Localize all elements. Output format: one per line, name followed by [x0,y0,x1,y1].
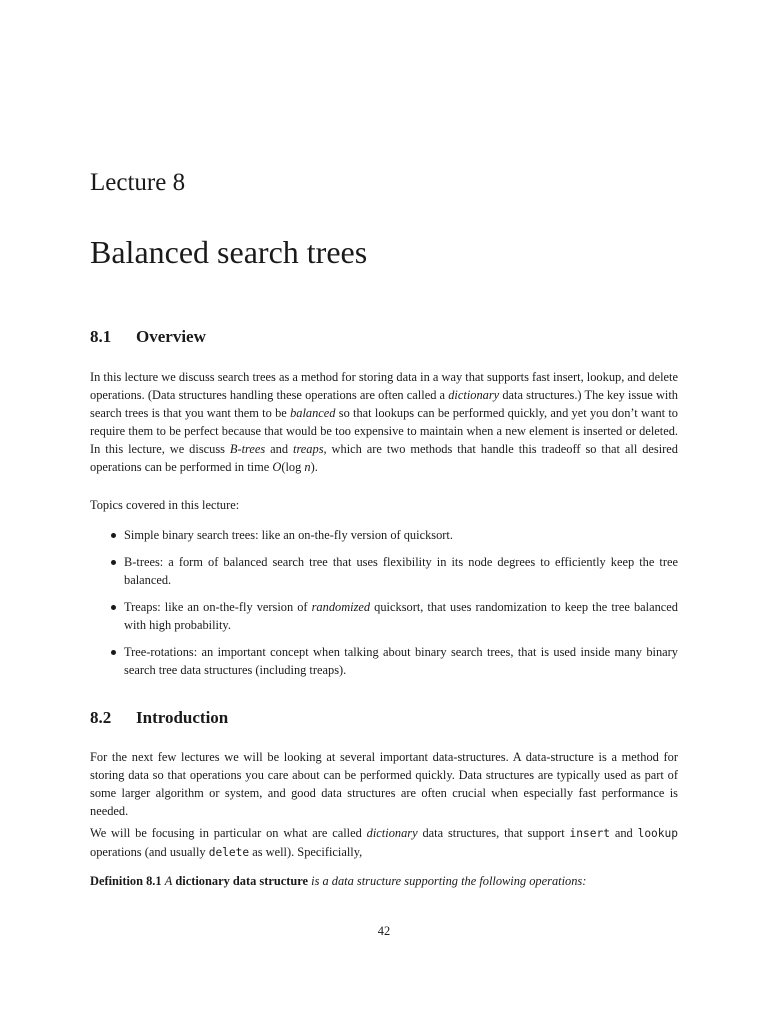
text-run: operations (and usually [90,845,209,859]
list-item [90,643,678,679]
code-lookup: lookup [637,827,678,840]
section-title: Overview [136,327,206,346]
section-number: 8.2 [90,708,112,727]
text-run: and [609,826,638,840]
text-run: , which are two methods that handle this tradeoff so that all desired operations can be performed in time [90,442,678,474]
list-item-text: quicksort, that uses randomization to keep the tree balanced with high probability. [124,600,678,632]
list-item [90,553,678,589]
section-title: Introduction [136,708,229,727]
emphasis-b-trees: B-trees [229,442,266,456]
introduction-paragraph: For the next few lectures we will be looking at several important data-structures. A data-structure is a method for storing data so that operations you care about can be performed quickly. Data structures are typically used as part of some larger algorithm or system, and good data structures are often crucial when especially fast performance is needed. [90,750,678,818]
document-page [90,0,678,1024]
emphasis-treaps: treaps [293,442,324,456]
list-item-text: B-trees: a form of balanced search tree that uses flexibility in its node degrees to efficiently keep the tree balanced. [124,555,678,587]
text-run: data structures.) The key issue with search trees is that you want them to be [90,388,678,420]
math-log: (log [281,460,305,474]
definition-text: is a data structure supporting the following operations: [311,874,587,888]
definition-block [90,872,678,890]
lecture-title: Balanced search trees [90,234,368,270]
list-item-text: Tree-rotations: an important concept when talking about binary search trees, that is used inside many binary search tree data structures (including treaps). [124,645,678,677]
definition-label: Definition 8.1 [90,874,162,888]
code-insert: insert [569,827,610,840]
section-heading-introduction [90,707,228,729]
section-heading-overview [90,326,206,348]
bullet-icon [111,560,116,565]
lecture-label: Lecture 8 [90,169,186,196]
text-run: We will be focusing in particular on what are called [90,826,367,840]
definition-term: dictionary data structure [175,874,309,888]
bullet-icon [111,533,116,538]
overview-paragraph [90,368,678,476]
topics-intro: Topics covered in this lecture: [90,498,240,512]
emphasis-balanced: balanced [290,406,336,420]
code-delete: delete [208,846,250,859]
emphasis-dictionary: dictionary [448,388,500,402]
emphasis-dictionary: dictionary [366,826,418,840]
text-run: data structures, that support [417,826,570,840]
bullet-icon [111,650,116,655]
page-number: 42 [377,924,391,938]
list-item [90,526,678,544]
math-big-o: O [272,460,282,474]
section-number: 8.1 [90,327,112,346]
list-item-text: Simple binary search trees: like an on-the-fly version of quicksort. [124,528,453,542]
emphasis-randomized: randomized [311,600,371,614]
text-run: In this lecture we discuss search trees as a method for storing data in a way that supports fast insert, lookup, and delete operations. (Data structures handling these operations are often called a [90,370,678,402]
text-run: ). [310,460,318,474]
math-n: n [304,460,311,474]
definition-text: A [164,874,173,888]
list-item [90,598,678,634]
list-item-text: Treaps: like an on-the-fly version of [124,600,312,614]
topics-list [90,526,678,688]
text-run: as well). Specificially, [249,845,363,859]
text-run: so that lookups can be performed quickly, and yet you don’t want to require them to be perfect because that would be too expensive to maintain when a new element is inserted or deleted. In this lecture, we discuss [90,406,678,456]
text-run: and [265,442,293,456]
bullet-icon [111,605,116,610]
introduction-paragraph-2 [90,824,678,862]
